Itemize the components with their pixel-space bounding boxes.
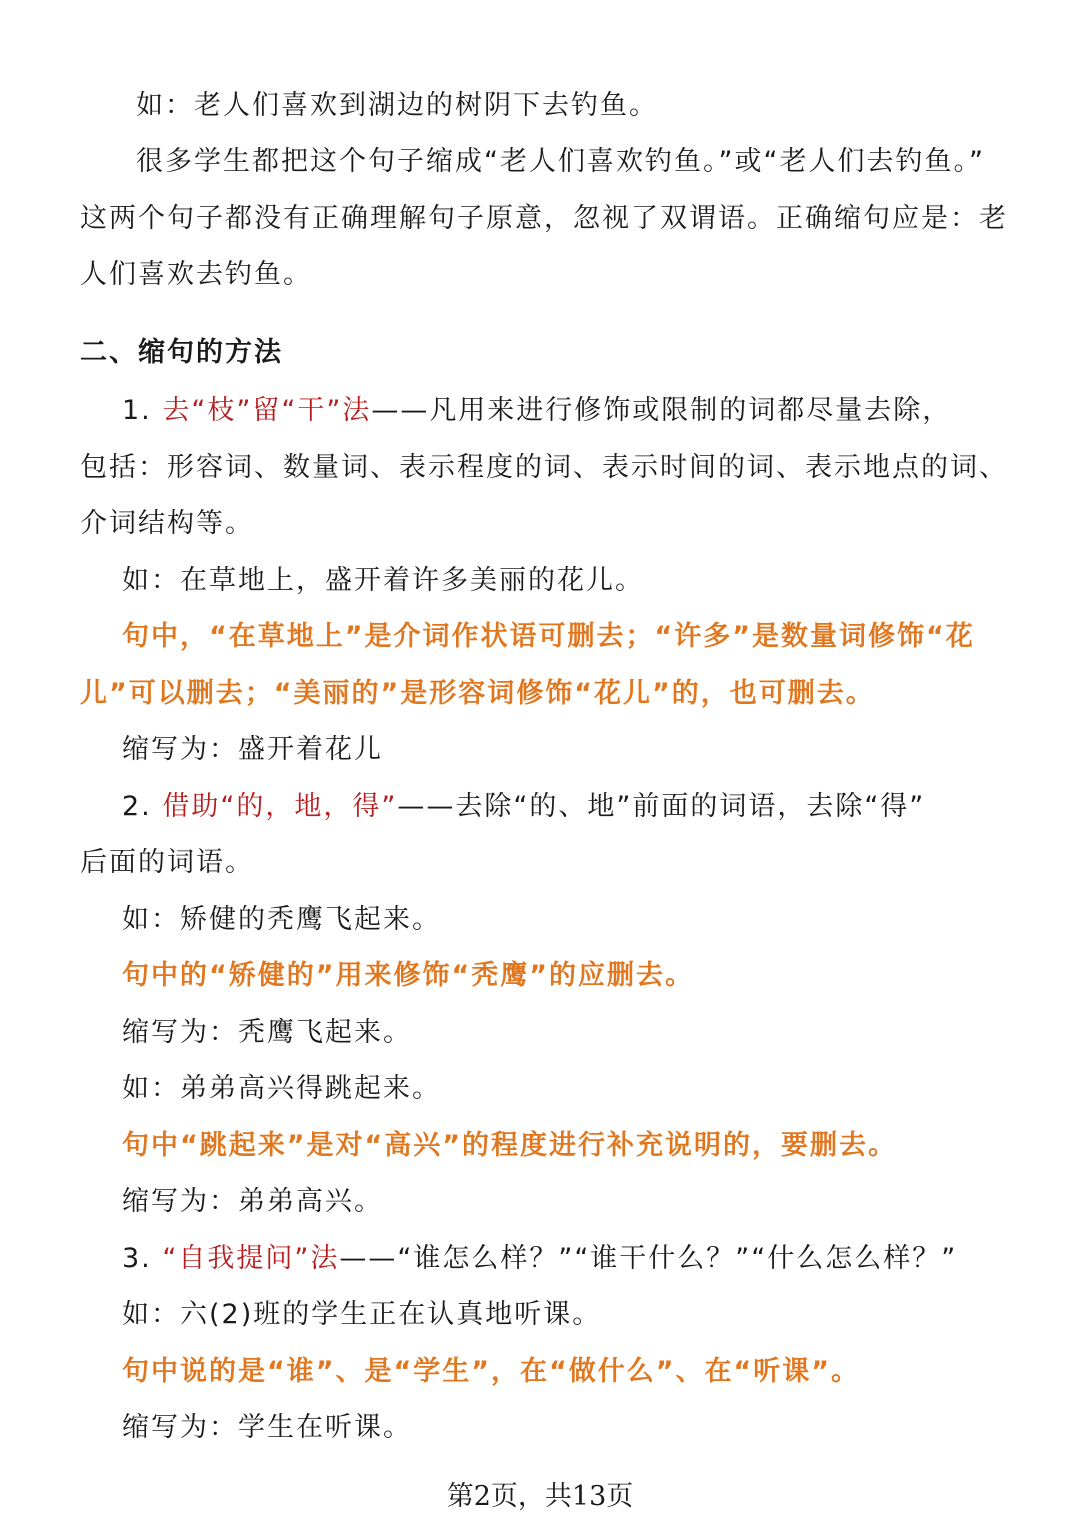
method-name: 借助“的，地，得” (162, 791, 398, 822)
method-description: ——去除“的、地”前面的词语，去除“得” (397, 791, 926, 822)
paragraph-line: 介词结构等。 (80, 508, 254, 539)
section-heading: 二、缩句的方法 (80, 337, 283, 368)
method-number: 2. (122, 791, 152, 822)
shortened-result: 缩写为：弟弟高兴。 (122, 1186, 383, 1217)
analysis-note: 句中，“在草地上”是介词作状语可删去；“许多”是数量词修饰“花 (122, 621, 975, 652)
paragraph-line: 包括：形容词、数量词、表示程度的词、表示时间的词、表示地点的词、 (80, 452, 1008, 483)
analysis-note: 儿”可以删去；“美丽的”是形容词修饰“花儿”的，也可删去。 (80, 678, 875, 709)
paragraph-line: 很多学生都把这个句子缩成“老人们喜欢钓鱼。”或“老人们去钓鱼。” (136, 146, 985, 177)
analysis-note: 句中的“矫健的”用来修饰“秃鹰”的应删去。 (122, 960, 694, 991)
method-description: ——凡用来进行修饰或限制的词都尽量去除， (371, 395, 952, 426)
shortened-result: 缩写为：学生在听课。 (122, 1412, 412, 1443)
method-number: 3. (122, 1243, 152, 1274)
method-2-heading (122, 787, 925, 827)
method-3-heading (122, 1239, 957, 1279)
method-name: “自我提问”法 (162, 1243, 340, 1274)
paragraph-line: 这两个句子都没有正确理解句子原意，忽视了双谓语。正确缩句应是：老 (80, 203, 1008, 234)
example-sentence: 如：弟弟高兴得跳起来。 (122, 1073, 441, 1104)
method-name: 去“枝”留“干”法 (162, 395, 372, 426)
paragraph-line: 人们喜欢去钓鱼。 (80, 259, 312, 290)
example-sentence: 如：矫健的秃鹰飞起来。 (122, 904, 441, 935)
method-1-heading (122, 391, 951, 431)
analysis-note: 句中说的是“谁”、是“学生”，在“做什么”、在“听课”。 (122, 1356, 860, 1387)
method-description: ——“谁怎么样？”“谁干什么？”“什么怎么样？” (339, 1243, 958, 1274)
shortened-result: 缩写为：秃鹰飞起来。 (122, 1017, 412, 1048)
method-number: 1. (122, 395, 152, 426)
page-number: 第2页，共13页 (446, 1481, 634, 1512)
example-sentence: 如：在草地上，盛开着许多美丽的花儿。 (122, 565, 644, 596)
example-sentence: 如：六(2)班的学生正在认真地听课。 (122, 1299, 602, 1330)
analysis-note: 句中“跳起来”是对“高兴”的程度进行补充说明的，要删去。 (122, 1130, 897, 1161)
paragraph-line: 后面的词语。 (80, 847, 254, 878)
example-sentence: 如：老人们喜欢到湖边的树阴下去钓鱼。 (136, 90, 658, 121)
shortened-result: 缩写为：盛开着花儿 (122, 734, 383, 765)
